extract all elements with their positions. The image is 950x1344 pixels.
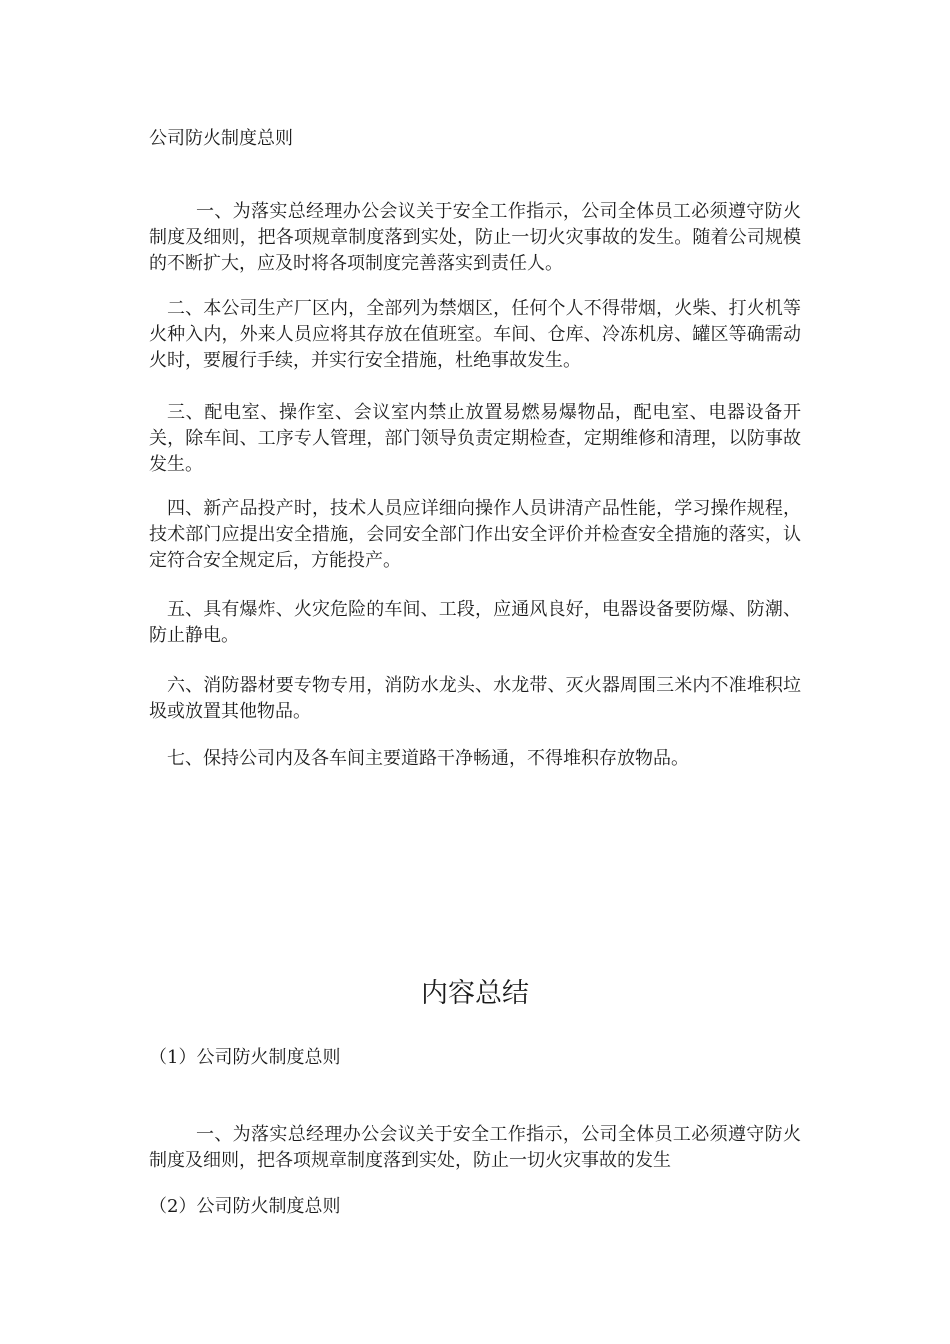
- summary-item-1-excerpt: 一、为落实总经理办公会议关于安全工作指示，公司全体员工必须遵守防火制度及细则，把各项规章制度落到实处，防止一切火灾事故的发生: [149, 1124, 801, 1171]
- summary-item-1-label: （1）公司防火制度总则: [149, 1047, 341, 1068]
- rule-paragraph-3: 三、配电室、操作室、会议室内禁止放置易燃易爆物品，配电室、电器设备开关，除车间、工序专人管理，部门领导负责定期检查，定期维修和清理，以防事故发生。: [149, 402, 801, 475]
- rule-paragraph-5: 五、具有爆炸、火灾危险的车间、工段，应通风良好，电器设备要防爆、防潮、防止静电。: [149, 599, 801, 646]
- rule-paragraph-1: 一、为落实总经理办公会议关于安全工作指示，公司全体员工必须遵守防火制度及细则，把各项规章制度落到实处，防止一切火灾事故的发生。随着公司规模的不断扩大，应及时将各项制度完善落实到责任人。: [149, 201, 801, 274]
- rule-paragraph-4: 四、新产品投产时，技术人员应详细向操作人员讲清产品性能，学习操作规程，技术部门应提出安全措施，会同安全部门作出安全评价并检查安全措施的落实，认定符合安全规定后，方能投产。: [149, 498, 801, 571]
- rule-paragraph-2: 二、本公司生产厂区内，全部列为禁烟区，任何个人不得带烟，火柴、打火机等火种入内，外来人员应将其存放在值班室。车间、仓库、冷冻机房、罐区等确需动火时，要履行手续，并实行安全措施，杜绝事故发生。: [149, 298, 801, 371]
- summary-heading: 内容总结: [421, 978, 529, 1009]
- rule-paragraph-6: 六、消防器材要专物专用，消防水龙头、水龙带、灭火器周围三米内不准堆积垃圾或放置其他物品。: [149, 675, 801, 722]
- rule-paragraph-7: 七、保持公司内及各车间主要道路干净畅通，不得堆积存放物品。: [167, 748, 689, 769]
- document-title: 公司防火制度总则: [149, 128, 293, 149]
- summary-item-2-label: （2）公司防火制度总则: [149, 1196, 341, 1217]
